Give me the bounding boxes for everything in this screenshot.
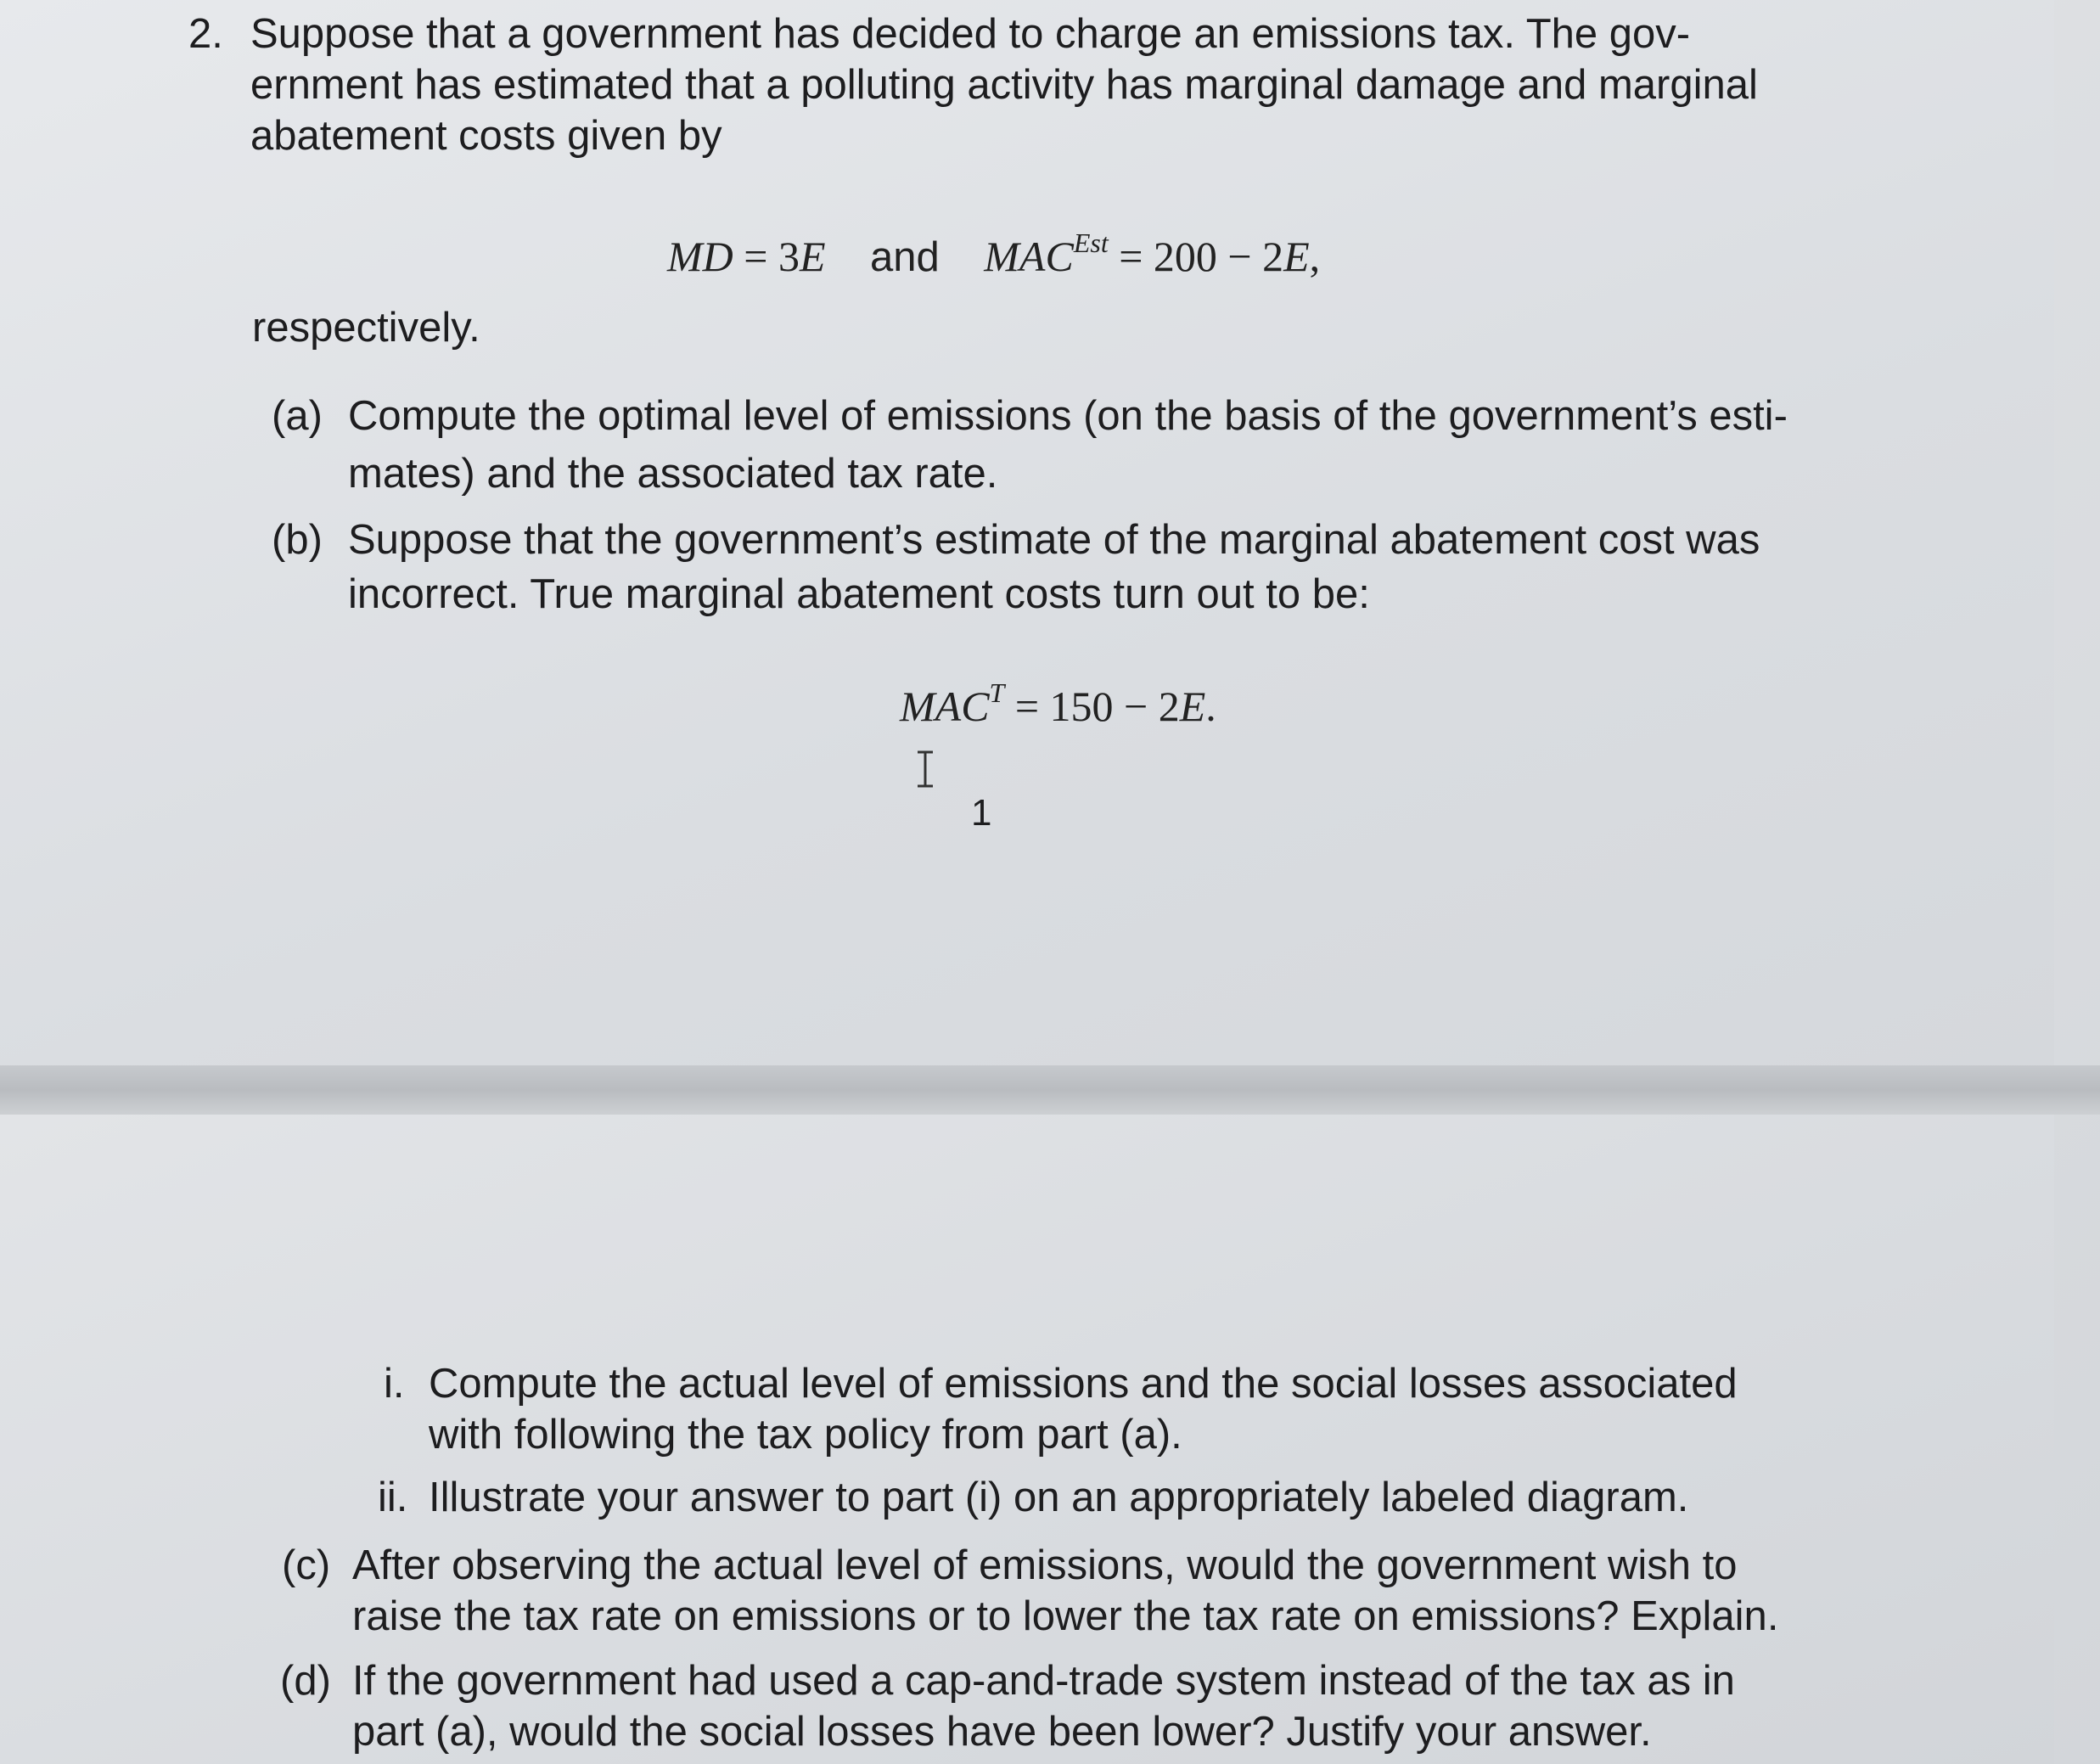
sub-i-label: i. bbox=[384, 1361, 405, 1407]
part-c-line-1: After observing the actual level of emissions, would the government wish to bbox=[352, 1542, 1738, 1588]
part-c-line-2: raise the tax rate on emissions or to lower the tax rate on emissions? Explain. bbox=[352, 1593, 1779, 1639]
sub-ii-label: ii. bbox=[378, 1475, 408, 1520]
part-a-line-2: mates) and the associated tax rate. bbox=[348, 451, 998, 497]
mac-true-var: E bbox=[1179, 683, 1206, 730]
mac-true-superscript: T bbox=[989, 677, 1005, 708]
part-d-line-1: If the government had used a cap-and-trade system instead of the tax as in bbox=[352, 1658, 1735, 1704]
sub-i-line-2: with following the tax policy from part (a). bbox=[429, 1412, 1182, 1458]
md-symbol: MD bbox=[667, 233, 733, 280]
mac-end: , bbox=[1309, 233, 1321, 280]
part-b-line-2: incorrect. True marginal abatement costs turn out to be: bbox=[348, 571, 1370, 617]
equation-md-mac-est bbox=[667, 217, 1320, 283]
part-d-line-2: part (a), would the social losses have been lower? Justify your answer. bbox=[352, 1709, 1652, 1755]
mac-symbol: MAC bbox=[984, 233, 1074, 280]
md-var: E bbox=[799, 233, 826, 280]
problem-number: 2. bbox=[188, 11, 223, 57]
page-break bbox=[0, 1065, 2100, 1115]
part-a-label: (a) bbox=[272, 393, 323, 439]
mac-true-rhs: = 150 − 2 bbox=[1014, 683, 1180, 730]
part-a-line-1: Compute the optimal level of emissions (on the basis of the government’s esti- bbox=[348, 393, 1788, 439]
page-number: 1 bbox=[971, 792, 992, 834]
intro-line-3: abatement costs given by bbox=[250, 113, 722, 159]
md-rhs: = 3 bbox=[744, 233, 800, 280]
equation-mac-true bbox=[900, 667, 1216, 732]
and-word: and bbox=[870, 234, 940, 280]
mac-var: E bbox=[1283, 233, 1310, 280]
part-d-label: (d) bbox=[280, 1658, 331, 1704]
mac-est-superscript: Est bbox=[1073, 228, 1109, 258]
mac-rhs: = 200 − 2 bbox=[1119, 233, 1284, 280]
sub-ii-line-1: Illustrate your answer to part (i) on an appropriately labeled diagram. bbox=[429, 1475, 1689, 1520]
sub-i-line-1: Compute the actual level of emissions and the social losses associated bbox=[429, 1361, 1738, 1407]
respectively-text: respectively. bbox=[252, 305, 480, 351]
text-cursor-icon bbox=[916, 750, 935, 788]
part-b-line-1: Suppose that the government’s estimate of the marginal abatement cost was bbox=[348, 517, 1760, 563]
mac-true-end: . bbox=[1205, 683, 1216, 730]
intro-line-1: Suppose that a government has decided to charge an emissions tax. The gov- bbox=[250, 11, 1691, 57]
part-b-label: (b) bbox=[272, 517, 323, 563]
part-c-label: (c) bbox=[282, 1542, 331, 1588]
intro-line-2: ernment has estimated that a polluting activity has marginal damage and marginal bbox=[250, 62, 1758, 108]
mac-true-symbol: MAC bbox=[900, 683, 990, 730]
